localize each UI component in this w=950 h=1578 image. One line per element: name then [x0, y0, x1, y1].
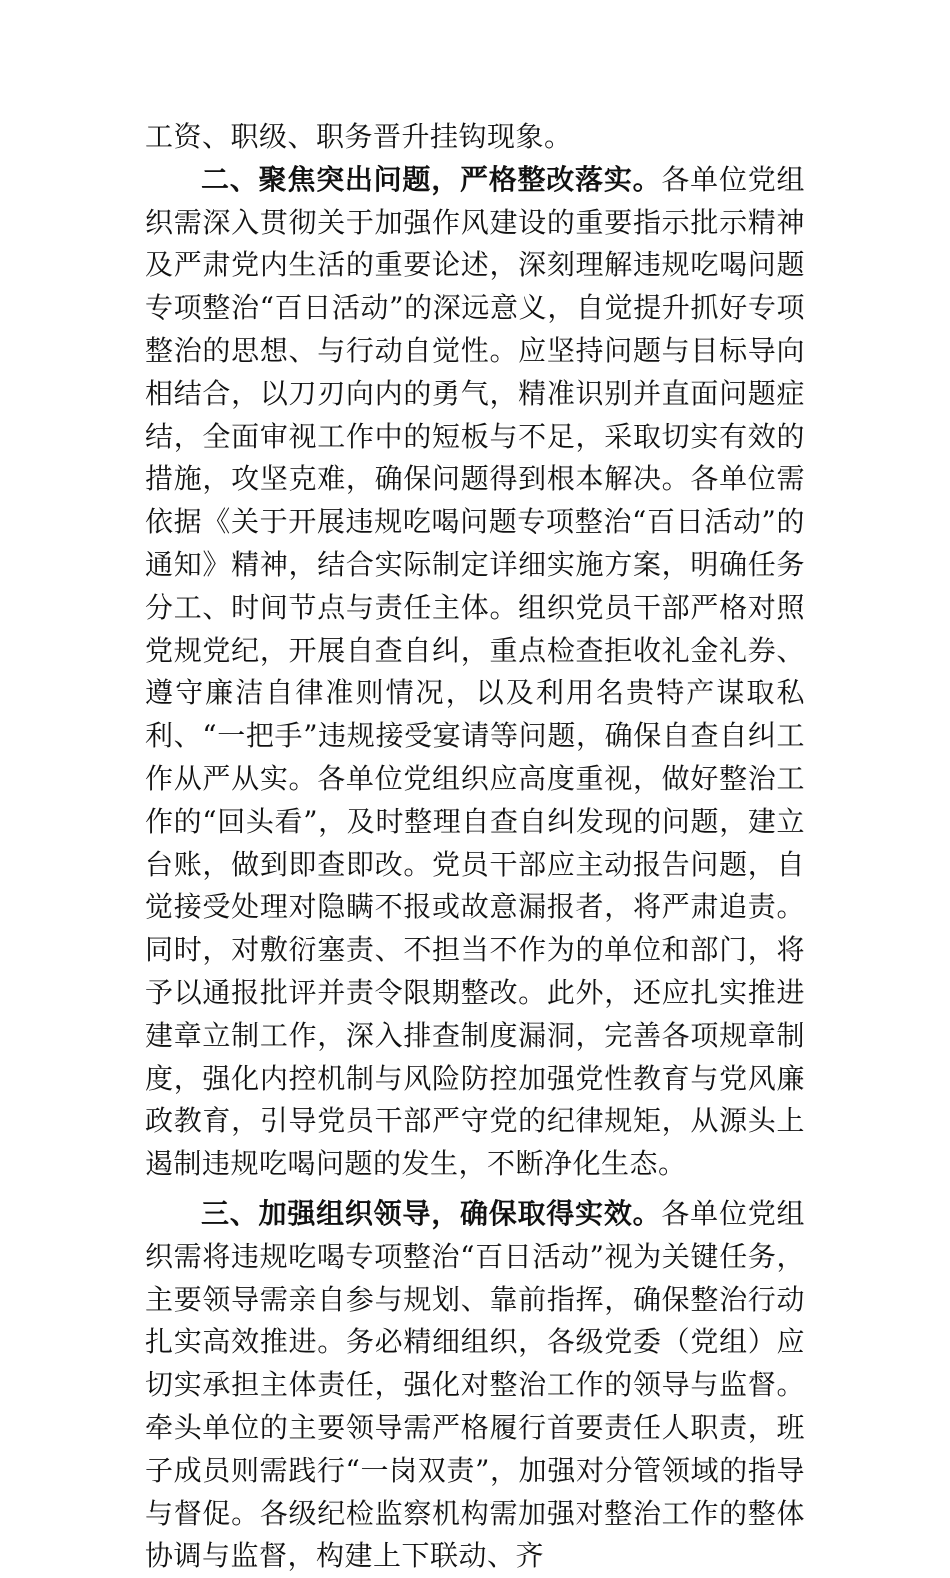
paragraph-text: 各单位党组织需将违规吃喝专项整治“百日活动”视为关键任务，主要领导需亲自参与规划、靠前指挥，确保整治行动扎实高效推进。务必精细组织，各级党委（党组）应切实承担主体责任，强化对整治工作的领导与监督。牵头单位的主要领导需严格履行首要责任人职责，班子成员则需践行“一岗双责”，加强对分管领域的指导与督促。各级纪检监察机构需加强对整治工作的整体协调与监督，构建上下联动、齐	[145, 1196, 805, 1573]
section-heading: 二、聚焦突出问题，严格整改落实。	[201, 162, 662, 196]
paragraph-text: 工资、职级、职务晋升挂钩现象。	[145, 120, 573, 153]
section-heading: 三、加强组织领导，确保取得实效。	[201, 1196, 662, 1230]
paragraph-section-3	[145, 1193, 805, 1578]
paragraph-gap	[145, 1186, 805, 1193]
paragraph-text: 各单位党组织需深入贯彻关于加强作风建设的重要指示批示精神及严肃党内生活的重要论述，深刻理解违规吃喝问题专项整治“百日活动”的深远意义，自觉提升抓好专项整治的思想、与行动自觉性。应坚持问题与目标导向相结合，以刀刃向内的勇气，精准识别并直面问题症结，全面审视工作中的短板与不足，采取切实有效的措施，攻坚克难，确保问题得到根本解决。各单位需依据《关于开展违规吃喝问题专项整治“百日活动”的通知》精神，结合实际制定详细实施方案，明确任务分工、时间节点与责任主体。组织党员干部严格对照党规党纪，开展自查自纠，重点检查拒收礼金礼券、遵守廉洁自律准则情况，以及利用名贵特产谋取私利、“一把手”违规接受宴请等问题，确保自查自纠工作从严从实。各单位党组织应高度重视，做好整治工作的“回头看”，及时整理自查自纠发现的问题，建立台账，做到即查即改。党员干部应主动报告问题，自觉接受处理对隐瞒不报或故意漏报者，将严肃追责。同时，对敷衍塞责、不担当不作为的单位和部门，将予以通报批评并责令限期整改。此外，还应扎实推进建章立制工作，深入排查制度漏洞，完善各项规章制度，强化内控机制与风险防控加强党性教育与党风廉政教育，引导党员干部严守党的纪律规矩，从源头上遏制违规吃喝问题的发生，不断净化生态。	[145, 162, 805, 1181]
document-body	[145, 116, 805, 1578]
paragraph-continuation	[145, 116, 805, 159]
paragraph-section-2	[145, 159, 805, 1186]
